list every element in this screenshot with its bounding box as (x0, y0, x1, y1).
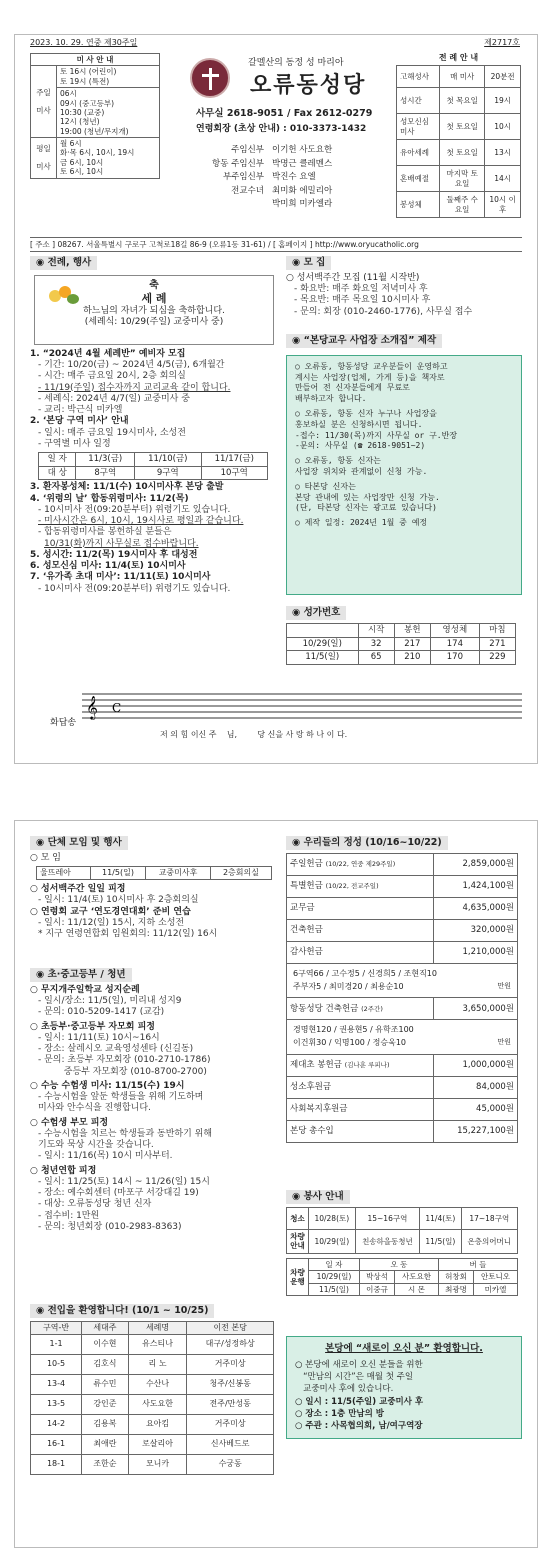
hymns-table: 시작 봉헌 영성체 마침 10/29(일) 32 217 174 271 11/5(일) 65 210 170 229 (286, 623, 516, 665)
driving-table: 차량운행 일 자 오 동 버 들 10/29(일) 박상석 사도요한 허창회 안토니오 11/5(일) 이중규 시 몬 최광명 미카엘 (286, 1258, 518, 1296)
bulletin-date: 2023. 10. 29. 연중 제30주일 (30, 38, 138, 47)
newcomer-section (286, 1336, 522, 1439)
psalm-label: 화답송 (50, 718, 77, 728)
address-bar: [ 주소 ] 08267. 서울특별시 구로구 고척로18길 86-9 (오류1동 31-61) / [ 홈페이지 ] http://www.oryucatholic.org (30, 237, 522, 252)
church-seal-icon (190, 58, 230, 98)
baptism-box: 축 세 례 하느님의 자녀가 되심을 축하합니다. (세례식: 10/29(주일) 교중미사 중) (34, 275, 274, 345)
psalm-lyrics: 저 의 힘 이신 주 님, 당 신을 사 랑 하 나 이 다. (160, 730, 348, 739)
mass-title: 미 사 안 내 (31, 54, 160, 66)
section-title: ◉ 전례, 행사 (30, 256, 97, 270)
church-name: 오류동성당 (250, 73, 367, 98)
svg-text:C: C (112, 701, 122, 715)
newcomer-box: 본당에 “새로이 오신 분” 환영합니다. ○ 본당에 새로이 오신 분들을 위한 “만남의 시간”은 매월 첫 주일 교중미사 후에 있습니다. ○ 일시 : 11/5(주일) 교중미사 후 ○ 장소 : 1층 만남의 방 ○ 주관 : 사목협의회, 남/여구역장 (286, 1336, 522, 1439)
psalm-staff (30, 686, 522, 748)
district-mass-table: 일 자 11/3(금) 11/10(금) 11/17(금) 대 상 8구역 9구역 10구역 (38, 452, 268, 480)
funeral-contact: 연령회장 (초상 안내) : 010-3373-1432 (196, 124, 367, 134)
flower-icon (49, 286, 79, 308)
directory-section: ◉ “본당교우 사업장 소개집” 제작 ○ 오류동, 항동성당 교우분들이 운영하고 계시는 사업장(업체, 가게 등)을 책자로 만들어 전 신자분들에게 무료로 배부하고자 합니다. ○ 오류동, 항동 신자 누구나 사업장을 홍보하실 분은 신청하시면 됩니다. -접수: 11/30(목)까지 사무실 or 구.반장 -문의: 사무실 (☎ 2618-9051~2) ○ 오류동, 항동 신자는 사업장 위치와 관계없이 신청 가능. ○ 타본당 신자는 본당 관내에 있는 사업장만 신청 가능. (단, 타본당 신자는 광고료 있습니다) ○ 제작 일정: 2024년 1월 중 예정 (286, 334, 522, 595)
sunday-masses: 06시 09시 (중고등부) 10:30 (교중) 12시 (청년) 19:00 (청년/무지개) (57, 88, 160, 138)
svg-text:𝄞: 𝄞 (86, 695, 98, 719)
sat-evening-masses: 토 16시 (어린이) 토 19시 (특전) (57, 66, 160, 88)
liturgy-events: ◉ 전례, 행사 축 세 례 하느님의 자녀가 되심을 축하합니다. (세례식: 10/29(주일) 교중미사 중) 1. “2024년 4월 세례반” 예비자 모집 - 기간: 10/20(금) ~ 2024년 4/5(금), 6개월간 - 시간: 매주 금요일 20시, 2층 회의실 - 11/19(주일) 접수자까지 교리교육 같이 합니다. - 세례식: 2024년 4/7(일) 교중미사 중 - 교리: 박근식 미카엘 2. ‘본당 구역 미사’ 안내 - 일시: 매주 금요일 19시미사, 소성전 - 구역별 미사 일정 일 자 11/3(금) 11/10(금) 11/17(금) 대 상 8구역 9구역 10구역 3. 환자봉성체: 11/1(수) 10시미사후 본당 출발 4. ‘위령의 날’ 합동위령미사: 11/2(목) - 10시미사 전(09:20분부터) 위령기도 있습니다. - 미사시간은 6시, 10시, 19시사로 평일과 같습니다. - 합동위령미사를 봉헌하실 분들은 10/31(화)까지 사무실로 접수바랍니다. 5. 성시간: 11/2(목) 19시미사 후 대성전 6. 성모신심 미사: 11/4(토) 10시미사 7. ‘유가족 초대 미사’: 11/11(토) 10시미사 - 10시미사 전(09:20분부터) 위령기도 있습니다. (30, 256, 280, 595)
welcome-section: ◉ 전입을 환영합니다! (10/1 ~ 10/25) 구역-반 세대주 세례명 이전 본당 1-1 이수현 유스티나 대구/성정하상 10-5 김호식 리 노 거주미상 13-4 류수민 수산나 청주/신봉동 13-5 강인준 사도요한 전주/만성동 14-2 김용복 요아킴 거주미상 16-1 최애란 로살리아 신사베드로 18-1 조한순 모니카 수궁동 (30, 1304, 280, 1475)
music-staff (82, 686, 522, 726)
welcome-table: 구역-반 세대주 세례명 이전 본당 1-1 이수현 유스티나 대구/성정하상 10-5 김호식 리 노 거주미상 13-4 류수민 수산나 청주/신봉동 13-5 강인준 사도요한 전주/만성동 14-2 김용복 요아킴 거주미상 16-1 최애란 로살리아 신사베드로 18-1 조한순 모니카 수궁동 (30, 1321, 274, 1475)
church-subtitle: 갈멜산의 동정 성 마리아 (248, 58, 344, 68)
mass-schedule (30, 53, 160, 179)
offerings-table: 주일헌금 (10/22, 연중 제29주일) 2,859,000원 특별헌금 (10/22, 전교주일) 1,424,100원 교무금 4,635,000원 건축헌금 320,000원 감사헌금 1,210,000원 6구역66 / 고수정5 / 신경희5 / 조현직10 주부자5 / 최미경20 / 최용순10 만원 항동성당 건축헌금 (2주간) 3,650,000원 경명현120 / 권용현5 / 유학조100 이건휘30 / 익명100 / 정승욱10 만원 제대초 봉헌금 (김나훈 루피나) 1,000,000원 성소후원금 84,000원 사회복지후원금 45,000원 본당 총수입 15,227,100원 (286, 853, 518, 1143)
weekday-masses: 월 6시 화·목 6시, 10시, 19시 금 6시, 10시 토 6시, 10시 (57, 138, 160, 179)
service-table: 청소 10/28(토) 15~16구역 11/4(토) 17~18구역 차량안내 10/29(일) 친송하을동청년 11/5(일) 온층의어머니 (286, 1207, 518, 1254)
liturgy-guide: 전 례 안 내 고해성사 매 미사 20분전 성시간 첫 목요일 19시 성모신심미사 첫 토요일 10시 유아세례 첫 토요일 13시 혼배예절 마지막 토요일 14시 봉성체 둘째주 수요일 10시 이후 (396, 53, 521, 218)
offerings-section: ◉ 우리들의 정성 (10/16~10/22) 주일헌금 (10/22, 연중 제29주일) 2,859,000원 특별헌금 (10/22, 전교주일) 1,424,100원 교무금 4,635,000원 건축헌금 320,000원 감사헌금 1,210,000원 6구역66 / 고수정5 / 신경희5 / 조현직10 주부자5 / 최미경20 / 최용순10 만원 항동성당 건축헌금 (2주간) 3,650,000원 경명현120 / 권용현5 / 유학조100 이건휘30 / 익명100 / 정승욱10 만원 제대초 봉헌금 (김나훈 루피나) 1,000,000원 성소후원금 84,000원 사회복지후원금 45,000원 본당 총수입 15,227,100원 (286, 836, 522, 1143)
office-phone: 사무실 2618-9051 / Fax 2612-0279 (196, 108, 373, 119)
staff-list: 주임신부 이기헌 사도요한 항동 주임신부 박명근 클레멘스 부주임신부 박진수 요엘 전교수녀 최미화 에밀리아 박미희 미카엘라 (212, 145, 333, 210)
groups-section: ◉ 단체 모임 및 행사 ○ 모 임 울뜨레아 11/5(일) 교중미사후 2층회의실 ○ 성서백주간 일일 피정 - 일시: 11/4(토) 10시미사 후 2층회의실 ○ 연령회 교구 ‘연도경연대회’ 준비 연습 - 일시: 11/12(일) 15시, 지하 소성전 * 지구 연령연합회 임원회의: 11/12(일) 16시 (30, 836, 280, 940)
youth-section: ◉ 초·중고등부 / 청년 ○ 무지개주일학교 성지순례 - 일시/장소: 11/5(일), 미리내 성지9 - 문의: 010-5209-1417 (교감) ○ 초등부·중고등부 자모회 피정 - 일시: 11/11(토) 10시~16시 - 장소: 살레시오 교육영성센타 (신길동) - 문의: 초등부 자모회장 (010-2710-1786) 중등부 자모회장 (010-8700-2700) ○ 수능 수험생 미사: 11/15(수) 19시 - 수능시험을 앞둔 학생들을 위해 기도하며 미사와 안수식을 진행합니다. ○ 수험생 부모 피정 - 수능시험을 치르는 학생들과 동반하기 위해 기도와 묵상 시간을 갖습니다. - 일시: 11/16(목) 10시 미사부터. ○ 청년연합 피정 - 일시: 11/25(토) 14시 ~ 11/26(일) 15시 - 장소: 예수회센터 (마포구 서강대길 19) - 대상: 오류동성당 청년 신자 - 접수비: 1만원 - 문의: 청년회장 (010-2983-8363) (30, 969, 213, 1232)
bulletin-topbar (30, 38, 520, 48)
recruit-section: ◉ 모 집 ○ 성서백주간 모집 (11월 시작반) - 화요반: 매주 화요일 저녁미사 후 - 목요반: 매주 목요일 10시미사 후 - 문의: 회장 (010-2460-1776), 사무실 접수 (286, 257, 473, 317)
service-section: ◉ 봉사 안내 청소 10/28(토) 15~16구역 11/4(토) 17~18구역 차량안내 10/29(일) 친송하을동청년 11/5(일) 온층의어머니 차량운행 일 자 오 동 버 들 10/29(일) 박상석 사도요한 허창회 안토니오 11/5(일) 이중규 시 몬 최광명 미카엘 (286, 1190, 522, 1296)
issue-number: 제2717호 (484, 38, 520, 47)
sunday-label: 주일 미사 (31, 66, 57, 138)
hymns-section: ◉ 성가번호 시작 봉헌 영성체 마침 10/29(일) 32 217 174 271 11/5(일) 65 210 170 229 (286, 606, 522, 665)
meeting-table: 울뜨레아 11/5(일) 교중미사후 2층회의실 (36, 866, 272, 880)
directory-box: ○ 오류동, 항동성당 교우분들이 운영하고 계시는 사업장(업체, 가게 등)을 책자로 만들어 전 신자분들에게 무료로 배부하고자 합니다. ○ 오류동, 항동 신자 누구나 사업장을 홍보하실 분은 신청하시면 됩니다. -접수: 11/30(목)까지 사무실 or 구.반장 -문의: 사무실 (☎ 2618-9051~2) ○ 오류동, 항동 신자는 사업장 위치와 관계없이 신청 가능. ○ 타본당 신자는 본당 관내에 있는 사업장만 신청 가능. (단, 타본당 신자는 광고료 있습니다) ○ 제작 일정: 2024년 1월 중 예정 (286, 355, 522, 595)
weekday-label: 평일 미사 (31, 138, 57, 179)
